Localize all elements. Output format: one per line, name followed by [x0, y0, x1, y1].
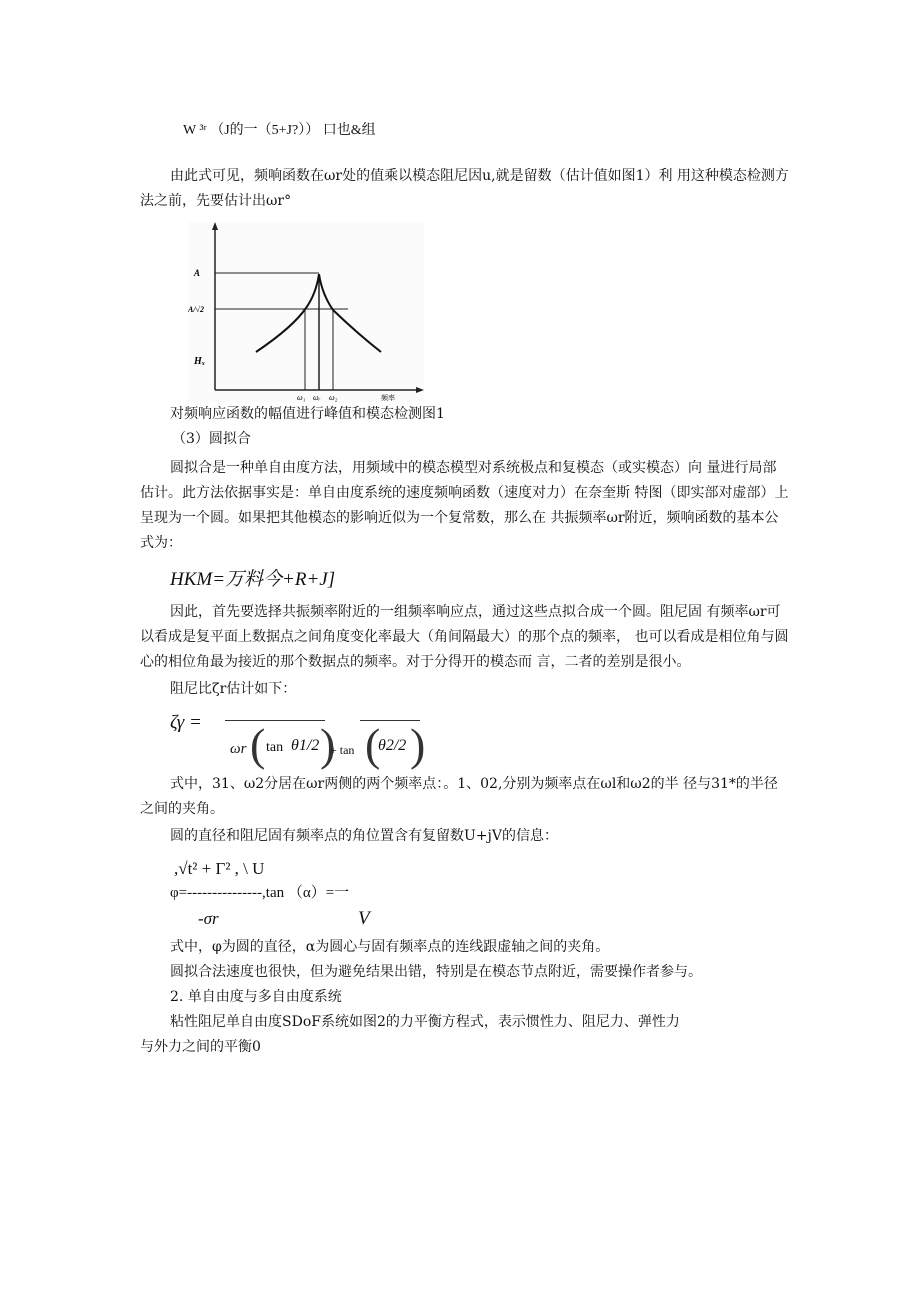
y-label-a: A	[194, 268, 201, 278]
phi-denominator: -σr	[198, 909, 219, 928]
x-label-omega1: ω₁	[297, 393, 306, 402]
x-label-omegar: ωᵣ	[313, 393, 321, 402]
tan-label: tan	[266, 740, 284, 755]
paragraph-text: 圆的直径和阻尼固有频率点的角位置含有复留数U+jV的信息：	[170, 828, 558, 844]
paragraph-text: 由此式可见，频响函数在ωr处的值乘以模态阻尼因u,就是留数（估计值如图1）利 用这种模态检测方法之前，先要估计出ωr°	[140, 168, 789, 209]
figure-1	[188, 222, 424, 402]
theta2-half: θ2/2	[378, 737, 407, 754]
plus-tan: + tan	[330, 743, 355, 757]
formula-phi	[170, 859, 470, 935]
section-heading: （3）圆拟合	[172, 431, 251, 447]
phi-numerator: ,√t² + Γ² , \ U	[174, 859, 265, 878]
paragraph-text: 阻尼比ζr估计如下：	[170, 681, 297, 697]
paragraph-text: 式中，31、ω2分居在ωr两侧的两个频率点：。1、02,分别为频率点在ωl和ω2的半 径与31*的半径之间的夹角。	[140, 776, 778, 817]
equation-line: W ³ʳ （J的一（5+J?）） 口也&组	[183, 123, 376, 138]
paragraph-text: 与外力之间的平衡0	[140, 1039, 261, 1055]
phi-fraction-line: φ=---------------,tan （α）=一	[170, 885, 350, 901]
x-label-omega2: ω₂	[329, 393, 338, 402]
paragraph-text: 圆拟合法速度也很快，但为避免结果出错，特别是在模态节点附近，需要操作者参与。	[170, 964, 702, 980]
paragraph-text: 粘性阻尼单自由度SDoF系统如图2的力平衡方程式，表示惯性力、阻尼力、弹性力	[170, 1014, 680, 1030]
paragraph	[140, 164, 790, 214]
y-label-h: Hₓ	[194, 356, 206, 367]
omega-r: ωr	[230, 741, 247, 757]
tan-alpha-denominator: V	[358, 908, 370, 929]
y-label-a-sqrt2: A/√2	[188, 305, 204, 314]
theta1-half: θ1/2	[291, 737, 320, 754]
paragraph-text: 式中，φ为圆的直径，α为圆心与固有频率点的连线跟虚轴之间的夹角。	[170, 939, 610, 955]
section-heading: 2. 单自由度与多自由度系统	[170, 989, 342, 1005]
paragraph	[140, 456, 790, 556]
paragraph	[140, 772, 790, 822]
document-body	[140, 118, 790, 1060]
zeta-lhs: ζγ =	[170, 712, 202, 733]
formula-zeta: ζγ = ωr ( tan θ1/2 ) + tan ( θ2/2 )	[170, 712, 426, 770]
figure-caption: 对频响应函数的幅值进行峰值和模态检测图1	[170, 406, 445, 422]
formula-hkm: HKM=万料今+R+J]	[170, 569, 336, 590]
paragraph-text: 因此，首先要选择共振频率附近的一组频率响应点，通过这些点拟合成一个圆。阻尼固 有频率ωr可以看成是复平面上数据点之间角度变化率最大（角间隔最大）的那个点的频率， 也可以看成是相位角与圆心的相位角最为接近的那个数据点的频率。对于分得开的模态而 言，二者的差别是很小。	[140, 604, 789, 670]
paragraph-text: 圆拟合是一种单自由度方法，用频域中的模态模型对系统极点和复模态（或实模态）向 量进行局部估计。此方法依据事实是：单自由度系统的速度频响函数（速度对力）在奈奎斯 特图（即实部对虚部）上呈现为一个圆。如果把其他模态的影响近似为一个复常数，那么在 共振频率ωr附近，频响函数的基本公式为：	[140, 460, 789, 551]
paragraph	[140, 600, 790, 675]
x-axis-label: 频率	[381, 394, 395, 402]
